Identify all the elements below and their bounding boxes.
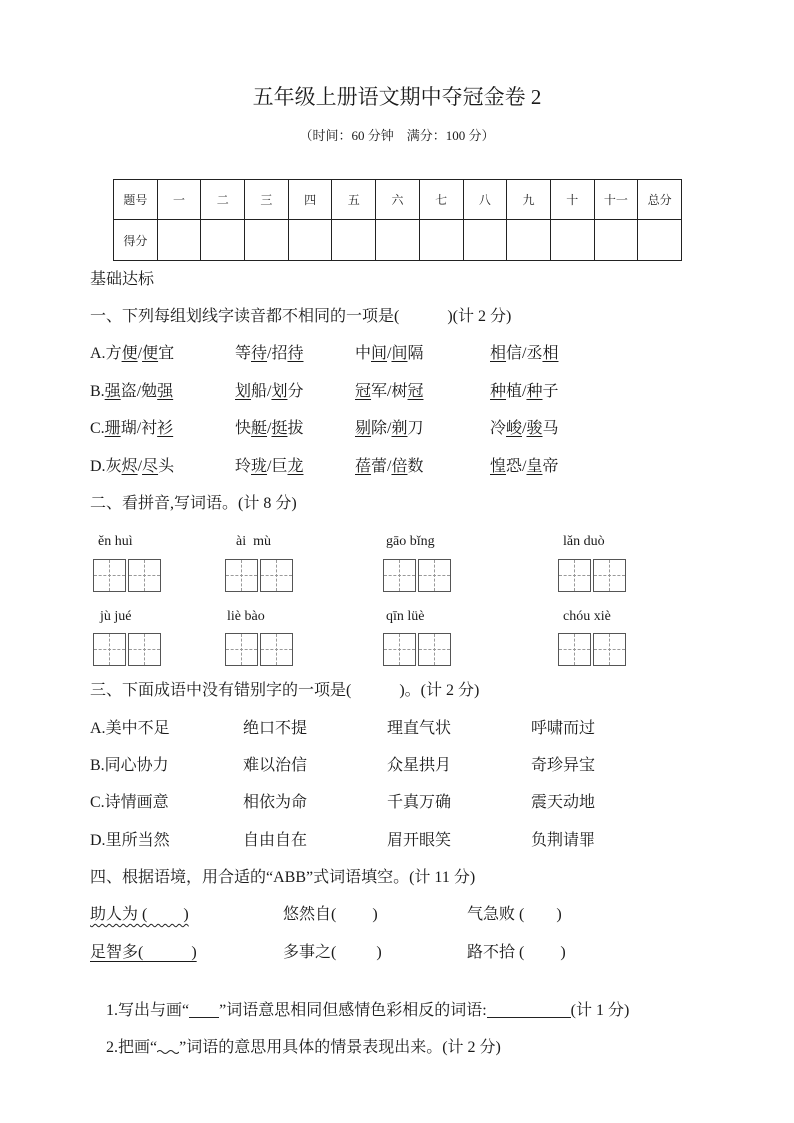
score-cell xyxy=(332,220,376,261)
word-text: 玲 xyxy=(235,458,252,475)
score-column-header: 十 xyxy=(550,180,594,220)
answer-box-pair xyxy=(558,633,626,666)
idiom-text: 美中不足 xyxy=(105,720,170,737)
abb-fill-item: 气急败 ( ) xyxy=(467,906,562,923)
word-text: 除/ xyxy=(371,420,392,437)
word-text: 数 xyxy=(407,458,424,475)
word-pair xyxy=(90,419,173,439)
score-cell xyxy=(463,220,507,261)
word-text: 子 xyxy=(542,383,559,400)
word-pair xyxy=(90,382,173,402)
option-label: A. xyxy=(90,345,106,362)
underlined-char: 待 xyxy=(287,345,304,362)
word-text: / xyxy=(137,458,143,475)
word-text: / xyxy=(387,345,392,362)
word-text: 冷 xyxy=(490,420,507,437)
score-cell xyxy=(419,220,463,261)
idiom-text: 千真万确 xyxy=(387,794,452,811)
idiom-text: 理直气状 xyxy=(387,720,452,737)
word-pair xyxy=(355,457,424,477)
word-pair xyxy=(355,382,423,402)
word-text: 头 xyxy=(158,458,175,475)
score-column-header: 八 xyxy=(463,180,507,220)
q3-option-row xyxy=(0,831,794,851)
pinyin-prompt: ài mù xyxy=(236,534,271,549)
idiom-item xyxy=(90,831,170,851)
word-pair xyxy=(235,457,304,477)
idiom-text: 诗情画意 xyxy=(104,794,169,811)
idiom-text: 自由自在 xyxy=(243,832,308,849)
underlined-char: 骏 xyxy=(526,420,543,437)
score-cell xyxy=(638,220,682,261)
word-text: 马 xyxy=(542,420,559,437)
underlined-char: 烬 xyxy=(121,458,138,475)
answer-box-pair xyxy=(383,633,451,666)
idiom-item xyxy=(243,831,307,851)
tian-zi-ge-box xyxy=(383,559,416,592)
option-label: D. xyxy=(90,832,106,849)
tian-zi-ge-box xyxy=(593,633,626,666)
underlined-char: 惶 xyxy=(490,458,507,475)
pinyin-prompt: lǎn duò xyxy=(563,534,605,549)
word-pair xyxy=(355,419,424,439)
score-column-header: 十一 xyxy=(594,180,638,220)
tian-zi-ge-box xyxy=(418,559,451,592)
sub-question-text: ”词语意思相同但感情色彩相反的词语: xyxy=(219,1002,487,1019)
underlined-char: 珊 xyxy=(104,420,121,437)
word-pair xyxy=(90,457,174,477)
word-text: 信/丞 xyxy=(506,345,543,362)
underlined-char: 剃 xyxy=(391,420,408,437)
underlined-char: 便 xyxy=(121,345,138,362)
question-3-prompt: 三、下面成语中没有错别字的一项是( )。(计 2 分) xyxy=(90,682,480,699)
section-heading: 基础达标 xyxy=(90,271,155,288)
underlined-char: 相 xyxy=(490,345,507,362)
idiom-item xyxy=(531,756,595,776)
underlined-char: 皇 xyxy=(526,458,543,475)
idiom-item xyxy=(243,719,307,739)
idiom-item xyxy=(531,719,595,739)
underlined-char: 衫 xyxy=(157,420,174,437)
idiom-text: 负荆请罪 xyxy=(531,832,596,849)
underlined-char: 划 xyxy=(235,383,252,400)
score-row-label: 题号 xyxy=(114,180,158,220)
tian-zi-ge-box xyxy=(128,633,161,666)
page-title: 五年级上册语文期中夺冠金卷 2 xyxy=(252,85,542,109)
abb-fill-item: 足智多( ) xyxy=(90,944,197,961)
score-column-header: 六 xyxy=(376,180,420,220)
abb-fill-item: 悠然自( ) xyxy=(283,906,378,923)
underlined-char: 珑 xyxy=(251,458,268,475)
word-text: /巨 xyxy=(267,458,288,475)
tian-zi-ge-box xyxy=(260,559,293,592)
word-pair xyxy=(235,344,304,364)
word-text: 中 xyxy=(355,345,372,362)
score-note: (计 1 分) xyxy=(570,1002,630,1019)
idiom-item xyxy=(243,793,307,813)
word-text: 拔 xyxy=(287,420,304,437)
underlined-char: 待 xyxy=(251,345,268,362)
tian-zi-ge-box xyxy=(558,633,591,666)
word-text: 帝 xyxy=(542,458,559,475)
score-value-row xyxy=(114,220,682,261)
score-column-header: 七 xyxy=(419,180,463,220)
abb-fill-item: 路不拾 ( ) xyxy=(467,944,566,961)
tian-zi-ge-box xyxy=(93,633,126,666)
idiom-item xyxy=(90,756,169,776)
word-text: / xyxy=(522,420,527,437)
question-1-prompt: 一、下列每组划线字读音都不相同的一项是( )(计 2 分) xyxy=(90,308,512,325)
exam-info: （时间：60 分钟 满分：100 分） xyxy=(299,128,495,143)
sub-question-text: 1.写出与画“ xyxy=(106,1002,190,1019)
idiom-text: 奇珍异宝 xyxy=(531,757,596,774)
idiom-item xyxy=(531,831,595,851)
idiom-text: 里所当然 xyxy=(105,832,170,849)
score-column-header: 总分 xyxy=(638,180,682,220)
underlined-char: 倍 xyxy=(391,458,408,475)
option-label: C. xyxy=(90,420,105,437)
pinyin-prompt: ěn huì xyxy=(98,534,133,549)
underlined-char: 间 xyxy=(391,345,408,362)
score-cell xyxy=(245,220,289,261)
idiom-text: 众星拱月 xyxy=(387,757,452,774)
tian-zi-ge-box xyxy=(260,633,293,666)
idiom-item xyxy=(387,793,451,813)
word-text: 方 xyxy=(105,345,122,362)
word-text: 瑚/衬 xyxy=(120,420,158,437)
option-label: C. xyxy=(90,794,105,811)
word-text: 隔 xyxy=(407,345,424,362)
word-text: 快 xyxy=(235,420,252,437)
answer-box-pair xyxy=(225,633,293,666)
score-column-header: 一 xyxy=(157,180,201,220)
score-column-header: 四 xyxy=(288,180,332,220)
question-4-prompt: 四、根据语境，用合适的“ABB”式词语填空。(计 11 分) xyxy=(90,869,476,886)
tian-zi-ge-box xyxy=(418,633,451,666)
answer-box-pair xyxy=(383,559,451,592)
word-pair xyxy=(90,344,174,364)
word-text: 宜 xyxy=(158,345,175,362)
answer-box-pair xyxy=(93,633,161,666)
option-label: B. xyxy=(90,757,105,774)
sub-question-text: 2.把画“ xyxy=(106,1039,158,1056)
underlined-char: 艇 xyxy=(251,420,268,437)
score-cell xyxy=(550,220,594,261)
score-column-header: 九 xyxy=(507,180,551,220)
answer-box-pair xyxy=(93,559,161,592)
idiom-item xyxy=(531,793,595,813)
score-cell xyxy=(288,220,332,261)
word-pair xyxy=(490,419,559,439)
underlined-char: 强 xyxy=(104,383,121,400)
wavy-underline-mark xyxy=(157,1041,179,1061)
answer-blank xyxy=(487,1003,571,1018)
underlined-char: 划 xyxy=(271,383,288,400)
word-text: 恐/ xyxy=(506,458,527,475)
answer-box-pair xyxy=(558,559,626,592)
q1-option-row xyxy=(0,382,794,402)
idiom-item xyxy=(243,756,307,776)
underlined-char: 尽 xyxy=(142,458,159,475)
underlined-char: 峻 xyxy=(506,420,523,437)
option-label: A. xyxy=(90,720,106,737)
idiom-item xyxy=(90,719,170,739)
underlined-char: 种 xyxy=(490,383,507,400)
idiom-item xyxy=(387,756,451,776)
word-text: 植/ xyxy=(506,383,527,400)
underlined-char: 强 xyxy=(157,383,174,400)
question-4-sub-2 xyxy=(90,1018,501,1081)
pinyin-prompt: gāo bǐng xyxy=(386,534,435,549)
word-text: 船/ xyxy=(251,383,272,400)
underlined-char: 便 xyxy=(142,345,159,362)
tian-zi-ge-box xyxy=(593,559,626,592)
score-cell xyxy=(507,220,551,261)
score-row-label: 得分 xyxy=(114,220,158,261)
tian-zi-ge-box xyxy=(225,559,258,592)
idiom-text: 同心协力 xyxy=(104,757,169,774)
tian-zi-ge-box xyxy=(225,633,258,666)
word-pair xyxy=(490,382,559,402)
tian-zi-ge-box xyxy=(383,633,416,666)
tian-zi-ge-box xyxy=(128,559,161,592)
pinyin-prompt: jù jué xyxy=(100,609,132,624)
q3-option-row xyxy=(0,756,794,776)
score-header-row xyxy=(114,180,682,220)
q3-option-row xyxy=(0,719,794,739)
idiom-item xyxy=(387,719,451,739)
score-column-header: 三 xyxy=(245,180,289,220)
word-text: 刀 xyxy=(407,420,424,437)
option-label: D. xyxy=(90,458,106,475)
pinyin-prompt: liè bào xyxy=(227,609,265,624)
score-column-header: 二 xyxy=(201,180,245,220)
q1-option-row xyxy=(0,344,794,364)
score-column-header: 五 xyxy=(332,180,376,220)
abb-fill-item: 多事之( ) xyxy=(283,944,382,961)
pinyin-prompt: qīn lüè xyxy=(386,609,425,624)
tian-zi-ge-box xyxy=(93,559,126,592)
word-text: 分 xyxy=(287,383,304,400)
score-cell xyxy=(594,220,638,261)
score-cell xyxy=(157,220,201,261)
straight-underline-mark xyxy=(189,1003,219,1018)
word-pair xyxy=(355,344,424,364)
tian-zi-ge-box xyxy=(558,559,591,592)
pinyin-prompt: chóu xiè xyxy=(563,609,611,624)
sub-question-text: ”词语的意思用具体的情景表现出来。(计 2 分) xyxy=(179,1039,501,1056)
word-pair xyxy=(235,382,304,402)
word-text: 灰 xyxy=(105,458,122,475)
idiom-text: 相依为命 xyxy=(243,794,308,811)
question-2-prompt: 二、看拼音,写词语。(计 8 分) xyxy=(90,495,297,512)
underlined-char: 挺 xyxy=(271,420,288,437)
underlined-char: 冠 xyxy=(355,383,372,400)
underlined-char: 种 xyxy=(526,383,543,400)
q3-option-row xyxy=(0,793,794,813)
idiom-text: 绝口不提 xyxy=(243,720,308,737)
word-text: 蕾/ xyxy=(371,458,392,475)
score-table xyxy=(113,179,682,261)
q1-option-row xyxy=(0,419,794,439)
word-text: 盗/勉 xyxy=(120,383,158,400)
idiom-text: 眉开眼笑 xyxy=(387,832,452,849)
word-pair xyxy=(490,344,558,364)
idiom-text: 难以治信 xyxy=(243,757,308,774)
underlined-char: 剔 xyxy=(355,420,372,437)
answer-box-pair xyxy=(225,559,293,592)
underlined-char: 冠 xyxy=(407,383,424,400)
underlined-char: 相 xyxy=(542,345,559,362)
word-pair xyxy=(235,419,304,439)
underlined-char: 间 xyxy=(371,345,388,362)
option-label: B. xyxy=(90,383,105,400)
idiom-item xyxy=(90,793,169,813)
idiom-item xyxy=(387,831,451,851)
word-text: 军/树 xyxy=(371,383,408,400)
word-text: /招 xyxy=(267,345,288,362)
word-text: / xyxy=(267,420,272,437)
score-cell xyxy=(201,220,245,261)
idiom-text: 震天动地 xyxy=(531,794,596,811)
word-text: 等 xyxy=(235,345,252,362)
underlined-char: 蓓 xyxy=(355,458,372,475)
underlined-char: 龙 xyxy=(287,458,304,475)
idiom-text: 呼啸而过 xyxy=(531,720,596,737)
word-pair xyxy=(490,457,559,477)
q1-option-row xyxy=(0,457,794,477)
abb-fill-item: 助人为 ( ) xyxy=(90,906,189,923)
word-text: / xyxy=(137,345,143,362)
score-cell xyxy=(376,220,420,261)
